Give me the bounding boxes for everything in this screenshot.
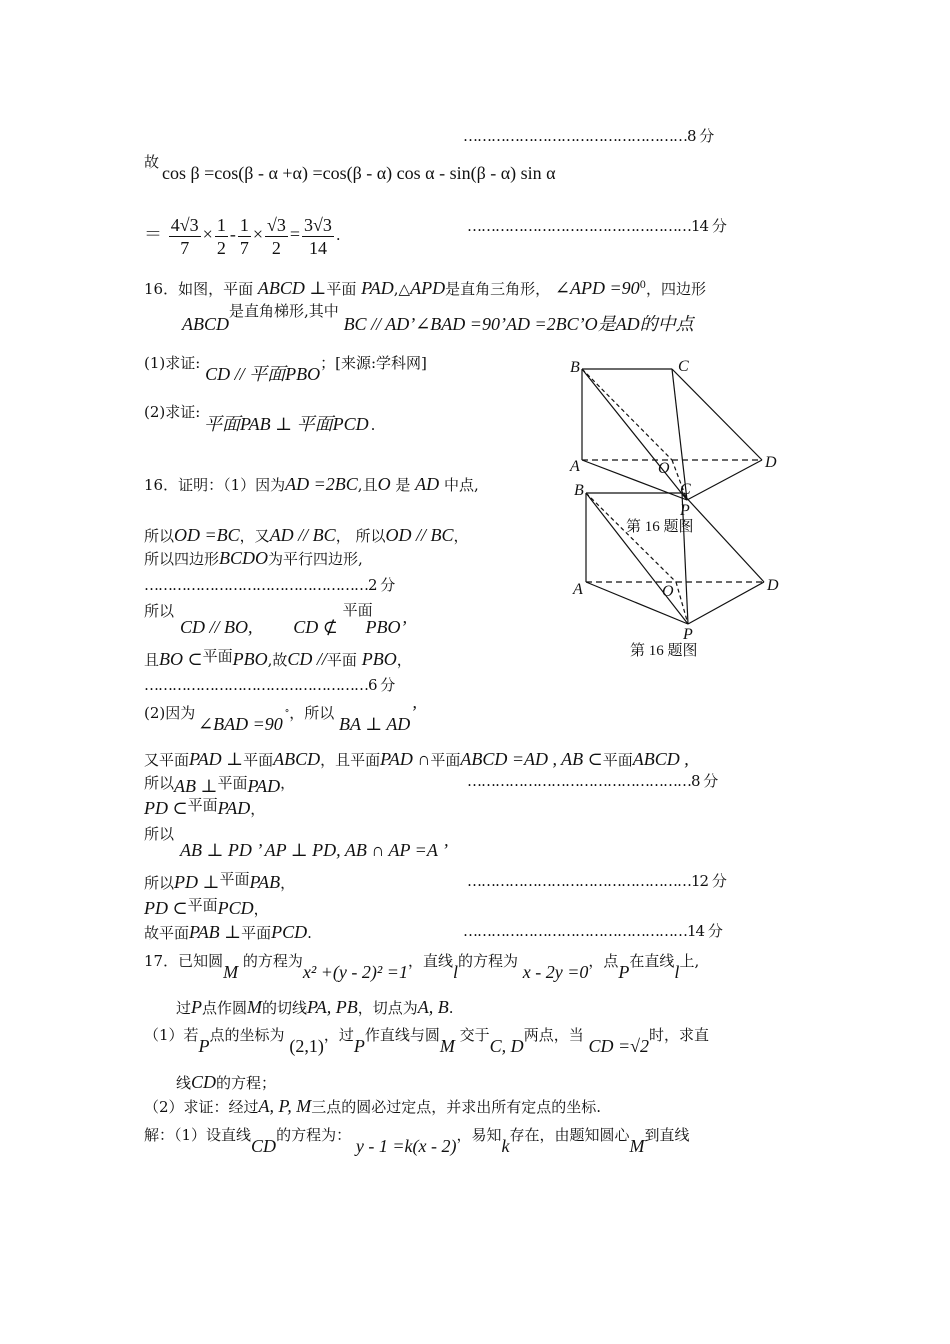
text: ,△ [393, 280, 411, 298]
math: P [353, 1036, 365, 1056]
text: 所以 [144, 602, 175, 620]
label-c: C [678, 358, 689, 375]
text: ，点 [588, 952, 619, 970]
math: M [439, 1036, 455, 1056]
math: P [618, 962, 630, 982]
score-12: …………………………………………12 分 [467, 872, 726, 890]
math: P [198, 1036, 210, 1056]
dashed-edge [582, 369, 672, 460]
math: PBO [361, 649, 397, 669]
denominator: 7 [239, 237, 249, 258]
math: CD [191, 1072, 217, 1092]
text: （2）求证：经过 [144, 1098, 259, 1116]
text: 的方程； [216, 1074, 277, 1092]
math: (2,1) [289, 1036, 324, 1056]
math: ’ [410, 702, 417, 722]
edge [688, 582, 764, 624]
text: ,且 [357, 476, 378, 494]
fraction [169, 214, 201, 259]
fraction [238, 214, 251, 259]
text: 为平行四边形, [268, 550, 363, 568]
text: 到直线 [644, 1126, 690, 1144]
math: y - 1 =k(x - 2) [355, 1136, 457, 1156]
text: 所以 [144, 825, 175, 843]
text: ， [253, 900, 269, 918]
text: 的方程为 [242, 952, 303, 970]
solution-line-12 [144, 898, 269, 919]
solution-line-2 [144, 525, 469, 546]
edge [682, 493, 688, 624]
numerator: 4√3 [170, 214, 199, 235]
solution-line-11 [144, 872, 295, 893]
figure-captions [626, 518, 698, 659]
solution-line-1 [144, 474, 479, 495]
math: x² +(y - 2)² =1 [302, 962, 408, 982]
solution-line-5 [144, 649, 412, 670]
math: PD ⊥ [174, 872, 220, 892]
q17-line-2 [176, 997, 454, 1018]
fraction [302, 214, 334, 259]
text: 是 [395, 476, 411, 494]
math: ABCD [273, 749, 321, 769]
q17-line-6 [144, 1124, 690, 1156]
text: ， 所以 [335, 527, 386, 545]
math: PCD [217, 898, 254, 918]
figure-16-a [582, 369, 762, 500]
text: ，易知 [456, 1126, 502, 1144]
text: 作直线与圆 [364, 1026, 440, 1044]
text: 点作圆 [202, 999, 248, 1017]
text: 平面 [342, 601, 373, 619]
text: 两点，当 [523, 1026, 584, 1044]
math: CD // [287, 649, 327, 669]
edge [682, 493, 764, 582]
math: PBO [232, 649, 268, 669]
numerator: 3√3 [304, 214, 332, 235]
label-o: O [662, 583, 674, 600]
text: ，又 [239, 527, 270, 545]
math: PAD [247, 776, 281, 796]
math: ∠APD =90 [554, 278, 640, 298]
score-14: …………………………………………14 分 [467, 217, 726, 235]
text: 是直角梯形,其中 [229, 302, 339, 320]
text: ，过 [323, 1026, 354, 1044]
solution-line-3 [144, 548, 363, 569]
math: ’ [400, 617, 407, 637]
score-2: …………………………………………2 分 [144, 576, 395, 594]
math: ’AD =2BC’O是AD的中点 [499, 314, 694, 334]
text: 交于 [459, 1026, 490, 1044]
text: 16．如图，平面 [144, 280, 254, 298]
q17-line-3 [144, 1024, 710, 1056]
text: 平面 [602, 751, 633, 769]
eq-sign: = [289, 224, 301, 244]
label-b: B [570, 359, 580, 376]
eq-sign: ＝ [144, 224, 162, 244]
math: CD [251, 1136, 277, 1156]
text: （1）若 [144, 1026, 199, 1044]
denominator: 2 [271, 237, 281, 258]
dashed-edge [586, 493, 676, 582]
text: 平面 [187, 896, 218, 914]
q17-line-4 [176, 1072, 276, 1093]
edge [582, 460, 687, 500]
edge [586, 582, 688, 624]
text: 的方程为： [276, 1126, 352, 1144]
text: 平面 [202, 647, 233, 665]
text: ， [396, 651, 412, 669]
solution-line-6: (2)因为 ∠BAD =90 °，所以 BA ⊥ AD’ [144, 702, 417, 734]
math: ABCD , [632, 749, 689, 769]
q16-statement [144, 276, 706, 299]
math: ABCD ⊥ [257, 278, 327, 298]
text: (2)求证: [144, 403, 201, 421]
text: 平面 [219, 870, 250, 888]
math: PCD [271, 922, 308, 942]
edge [687, 460, 762, 500]
math: AD =2BC [285, 474, 358, 494]
text: 所以 [144, 527, 175, 545]
text: 过 [176, 999, 192, 1017]
text: 在直线 [629, 952, 675, 970]
numerator: √3 [266, 214, 286, 235]
figure-16-b-labels [572, 481, 779, 643]
math: PAB ⊥ [189, 922, 242, 942]
caption-1: 第 16 题图 [626, 519, 694, 535]
text: 的方程为 [457, 952, 518, 970]
denominator: 2 [216, 237, 226, 258]
math: CD // 平面PBO [205, 364, 321, 384]
math: PA, PB [307, 997, 358, 1017]
text: 平面 [217, 774, 248, 792]
text: 又平面 [144, 751, 190, 769]
math: PAD ∩ [380, 749, 431, 769]
text: . [307, 924, 312, 942]
math: ABCD [182, 314, 229, 334]
text: ，所以 [289, 704, 335, 722]
math: A, P, M [258, 1096, 312, 1116]
text: 所以 [144, 874, 175, 892]
math: PAB [249, 872, 281, 892]
score-8b: …………………………………………8 分 [467, 772, 718, 790]
solution-line-8 [144, 772, 296, 796]
text: 的切线 [262, 999, 308, 1017]
dashed-edge [676, 582, 688, 624]
text: ， [280, 774, 296, 792]
numerator: 1 [239, 214, 249, 235]
text: ，四边形 [645, 280, 706, 298]
math: BC // AD [343, 314, 410, 334]
math: ’∠BAD =90 [409, 314, 500, 334]
text: 故平面 [144, 924, 190, 942]
math: PAD [217, 798, 251, 818]
fraction [215, 214, 228, 259]
text: 存在，由题知圆心 [509, 1126, 630, 1144]
denominator: 14 [308, 237, 327, 258]
math: ABCD =AD , AB ⊂ [460, 749, 603, 769]
math: PAD ⊥ [189, 749, 244, 769]
math: PD ⊂ [144, 898, 188, 918]
q16-statement-2 [182, 300, 694, 334]
text: 平面 [326, 651, 357, 669]
math: PBO [365, 617, 401, 637]
text: 平面 [243, 751, 274, 769]
text: . [370, 416, 376, 434]
label-a: A [573, 581, 583, 598]
solution-line-9 [144, 798, 265, 819]
caption-2: 第 16 题图 [630, 643, 698, 659]
text: 三点的圆必过定点，并求出所有定点的坐标. [311, 1098, 601, 1116]
text: 且 [144, 651, 160, 669]
math: AD [415, 474, 440, 494]
period: . [335, 226, 341, 244]
label-p: P [683, 626, 693, 643]
times-sign: × [202, 224, 213, 244]
fraction [265, 214, 288, 259]
text: ，直线 [407, 952, 453, 970]
text: ；[来源:学科网] [320, 354, 427, 372]
math: M [223, 962, 239, 982]
figure-16-b [586, 493, 764, 624]
math: CD ⊄ [293, 617, 338, 637]
math: CD =√2 [588, 1036, 650, 1056]
text: 上, [679, 952, 700, 970]
score-14b: …………………………………………14 分 [463, 922, 722, 940]
label-d: D [765, 454, 777, 471]
label-a: A [570, 458, 580, 475]
text: 平面 [430, 751, 461, 769]
math: l [452, 962, 458, 982]
text: (2)因为 [144, 704, 196, 722]
math: l [674, 962, 680, 982]
math: CD // BO, [180, 617, 253, 637]
text: 线 [176, 1074, 192, 1092]
text: 所以四边形 [144, 550, 220, 568]
math: OD // BC [385, 525, 454, 545]
text: 时，求直 [649, 1026, 710, 1044]
dashed-edge [672, 460, 687, 500]
text: 解：（1）设直线 [144, 1126, 252, 1144]
solution-line-13 [144, 922, 312, 943]
text: ，切点为 [357, 999, 418, 1017]
math: C, D [489, 1036, 524, 1056]
math: PD ⊂ [144, 798, 188, 818]
figure-16-a-labels [569, 358, 777, 477]
text-gu: 故 [144, 153, 160, 171]
text: ,故 [267, 651, 288, 669]
part-2 [144, 402, 376, 443]
solution-line-7 [144, 749, 689, 770]
math: A, B [417, 997, 449, 1017]
text: ， [280, 874, 296, 892]
math: P [191, 997, 203, 1017]
math: 平面PAB ⊥ 平面PCD [204, 414, 369, 434]
score-8: …………………………………………8 分 [463, 127, 714, 145]
label-d: D [767, 577, 779, 594]
math: PAD [361, 278, 394, 298]
denominator: 7 [180, 237, 190, 258]
math: APD [410, 278, 446, 298]
solution-line-10 [144, 824, 448, 865]
minus-sign: - [229, 224, 236, 244]
text: 是直角三角形， [445, 280, 551, 298]
text: 点的坐标为 [209, 1026, 285, 1044]
math: AD // BC [269, 525, 336, 545]
text: 16．证明：（1）因为 [144, 476, 286, 494]
label-o: O [658, 460, 670, 477]
edge [672, 369, 762, 460]
text: . [448, 999, 454, 1017]
math: ∠BAD =90 [198, 714, 283, 734]
text: 中点, [443, 476, 479, 494]
part-1 [144, 352, 427, 384]
math: x - 2y =0 [522, 962, 589, 982]
math: BCDO [219, 548, 269, 568]
math: AB ⊥ [174, 776, 218, 796]
text: 平面 [187, 796, 218, 814]
math: O [377, 474, 391, 494]
label-b: B [574, 482, 584, 499]
math: AB ⊥ PD ’ AP ⊥ PD, AB ∩ AP =A ’ [180, 840, 448, 860]
edge [582, 369, 687, 500]
edge [586, 493, 688, 624]
numerator: 1 [216, 214, 226, 235]
label-p: P [680, 502, 690, 519]
text: 所以 [144, 774, 175, 792]
fraction-equation [144, 210, 341, 259]
score-6: …………………………………………6 分 [144, 676, 395, 694]
math: BO ⊂ [159, 649, 203, 669]
label-c: C [680, 481, 691, 498]
text: (1)求证: [144, 354, 201, 372]
cos-formula: cos β =cos(β - α +α) =cos(β - α) cos α - sin(β - α) sin α [162, 163, 556, 183]
math: BA ⊥ AD [339, 714, 411, 734]
q17-line-1 [144, 950, 700, 982]
math: M [247, 997, 263, 1017]
text: ，且平面 [320, 751, 381, 769]
text: ， [250, 800, 266, 818]
times-sign: × [252, 224, 263, 244]
text: 17．已知圆 [144, 952, 224, 970]
math: OD =BC [174, 525, 240, 545]
text: ， [453, 527, 469, 545]
text: 平面 [241, 924, 272, 942]
math: M [629, 1136, 645, 1156]
superscript: 0 [639, 280, 646, 291]
solution-line-4 [144, 601, 407, 642]
math: k [501, 1136, 510, 1156]
q17-line-5 [144, 1096, 601, 1117]
edge [672, 369, 687, 500]
text: 平面 [326, 280, 357, 298]
